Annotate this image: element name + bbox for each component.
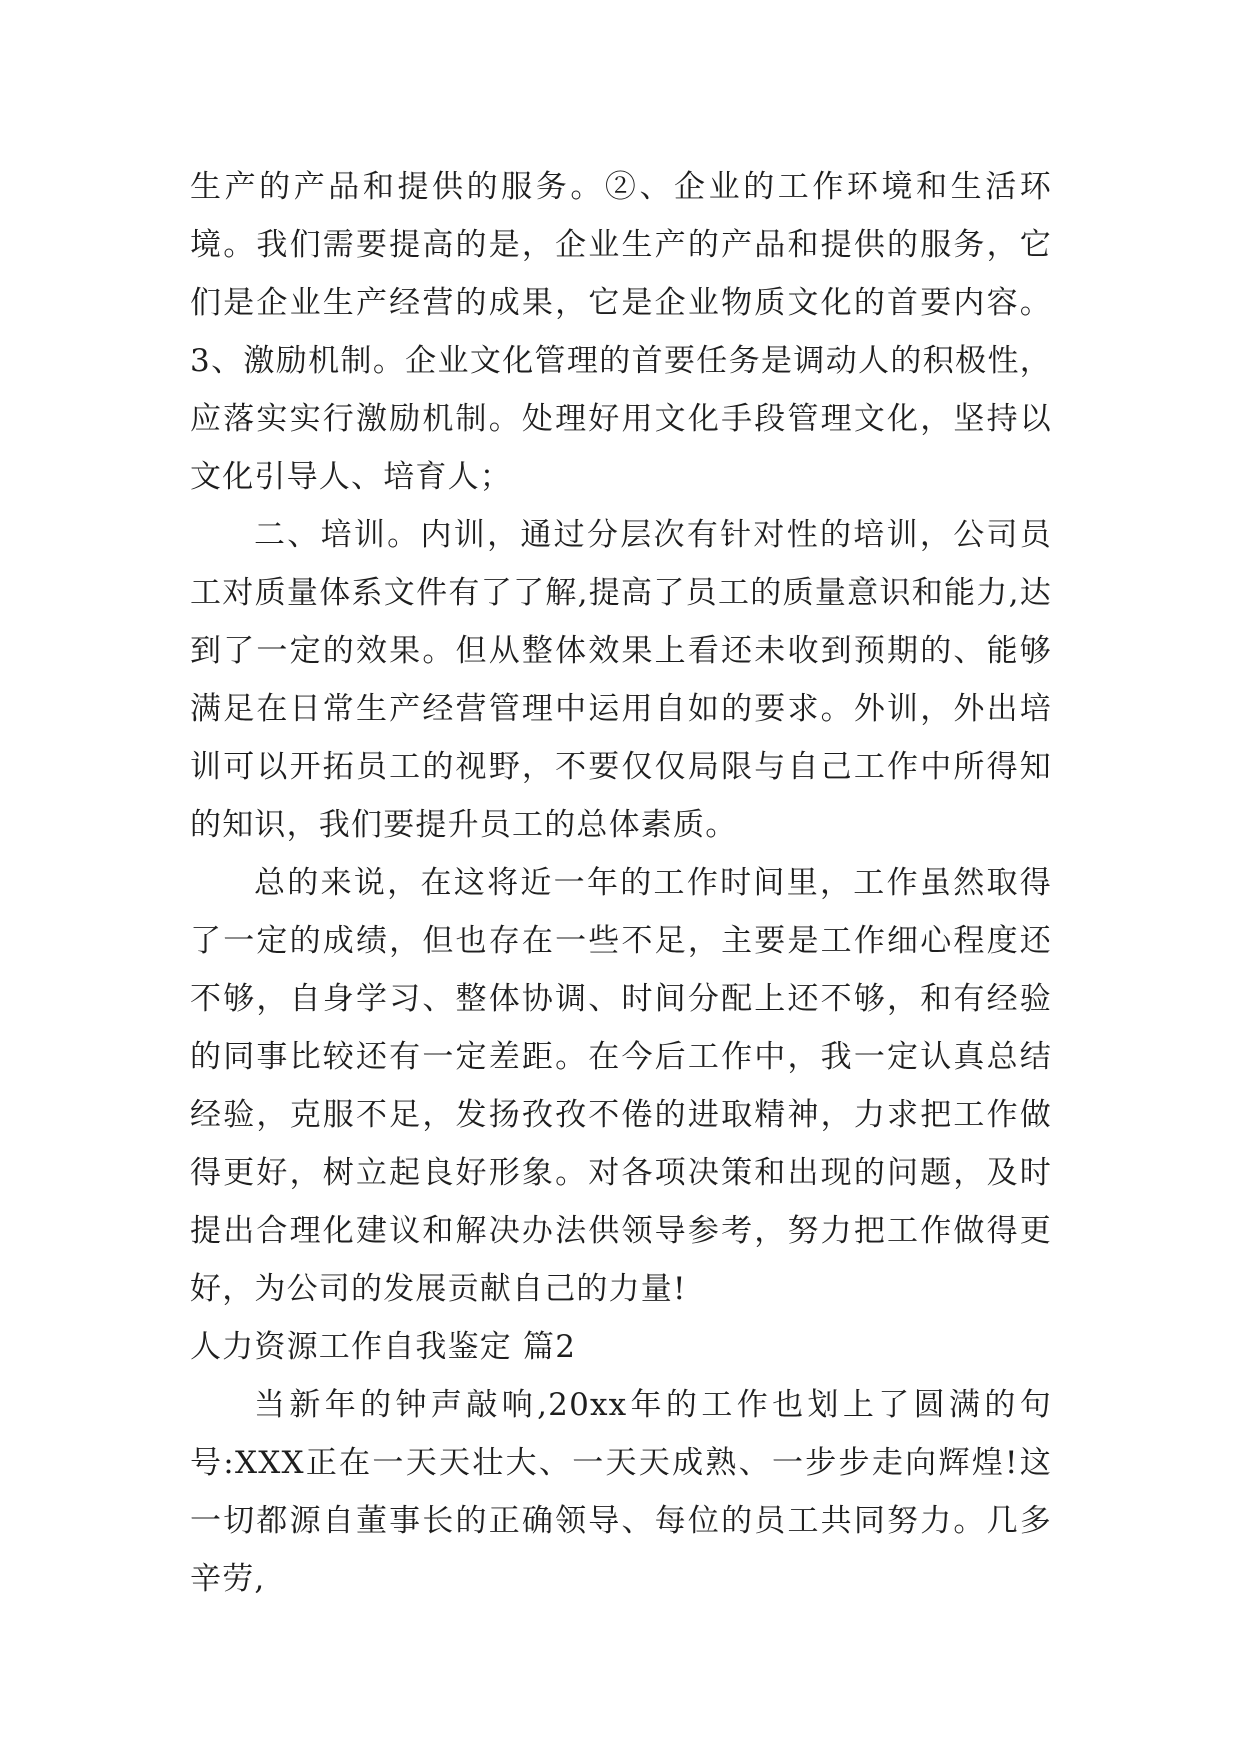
paragraph-summary: 总的来说，在这将近一年的工作时间里，工作虽然取得了一定的成绩，但也存在一些不足，主要是工作细心程度还不够，自身学习、整体协调、时间分配上还不够，和有经验的同事比较还有一定差距。在今后工作中，我一定认真总结经验，克服不足，发扬孜孜不倦的进取精神，力求把工作做得更好，树立起良好形象。对各项决策和出现的问题，及时提出合理化建议和解决办法供领导参考，努力把工作做得更好，为公司的发展贡献自己的力量! (190, 865, 1052, 1307)
section-heading: 人力资源工作自我鉴定 篇2 (190, 1329, 577, 1365)
paragraph-enterprise-culture: 生产的产品和提供的服务。②、企业的工作环境和生活环境。我们需要提高的是，企业生产的产品和提供的服务，它们是企业生产经营的成果，它是企业物质文化的首要内容。3、激励机制。企业文化管理的首要任务是调动人的积极性，应落实实行激励机制。处理好用文化手段管理文化，坚持以文化引导人、培育人； (190, 169, 1052, 495)
paragraph-training: 二、培训。内训，通过分层次有针对性的培训，公司员工对质量体系文件有了了解,提高了员工的质量意识和能力,达到了一定的效果。但从整体效果上看还未收到预期的、能够满足在日常生产经营管理中运用自如的要求。外训，外出培训可以开拓员工的视野，不要仅仅局限与自己工作中所得知的知识，我们要提升员工的总体素质。 (190, 517, 1052, 843)
document-body (190, 158, 1052, 1608)
paragraph-new-year: 当新年的钟声敲响,20xx年的工作也划上了圆满的句号:XXX正在一天天壮大、一天天成熟、一步步走向辉煌!这一切都源自董事长的正确领导、每位的员工共同努力。几多辛劳, (190, 1387, 1052, 1597)
